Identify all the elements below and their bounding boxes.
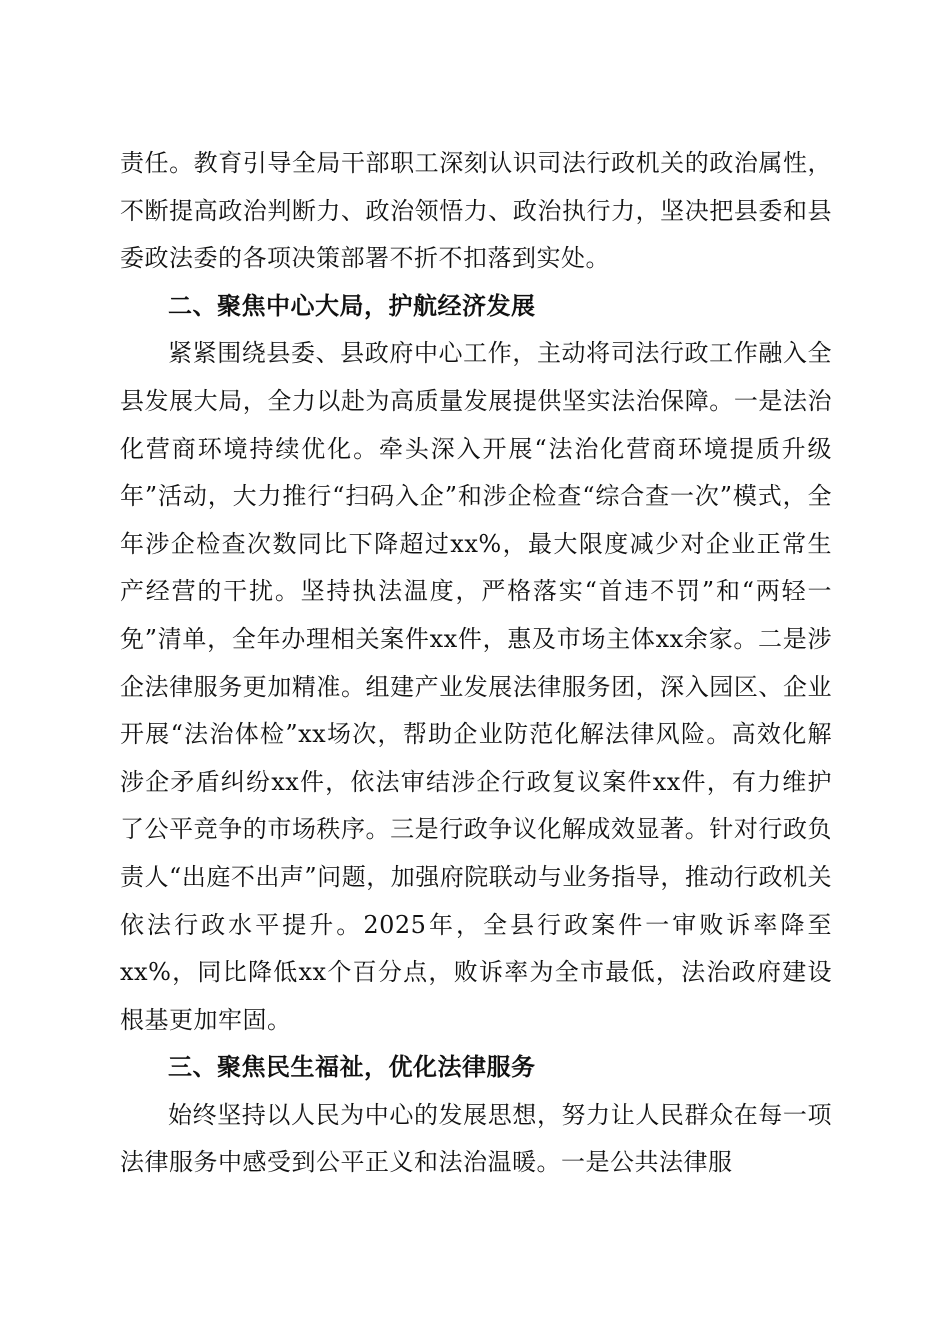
paragraph-section-2: 紧紧围绕县委、县政府中心工作，主动将司法行政工作融入全县发展大局，全力以赴为高质量发展提供坚实法治保障。一是法治化营商环境持续优化。牵头深入开展“法治化营商环境提质升级年”活动，大力推行“扫码入企”和涉企检查“综合查一次”模式，全年涉企检查次数同比下降超过xx%，最大限度减少对企业正常生产经营的干扰。坚持执法温度，严格落实“首违不罚”和“两轻一免”清单，全年办理相关案件xx件，惠及市场主体xx余家。二是涉企法律服务更加精准。组建产业发展法律服务团，深入园区、企业开展“法治体检”xx场次，帮助企业防范化解法律风险。高效化解涉企矛盾纠纷xx件，依法审结涉企行政复议案件xx件，有力维护了公平竞争的市场秩序。三是行政争议化解成效显著。针对行政负责人“出庭不出声”问题，加强府院联动与业务指导，推动行政机关依法行政水平提升。2025年，全县行政案件一审败诉率降至xx%，同比降低xx个百分点，败诉率为全市最低，法治政府建设根基更加牢固。 [120, 339, 832, 1034]
section-heading-2: 二、聚焦中心大局，护航经济发展 [168, 291, 536, 320]
document-body [120, 140, 832, 1187]
paragraph-continued: 责任。教育引导全局干部职工深刻认识司法行政机关的政治属性，不断提高政治判断力、政治领悟力、政治执行力，坚决把县委和县委政法委的各项决策部署不折不扣落到实处。 [120, 149, 832, 273]
paragraph-section-3: 始终坚持以人民为中心的发展思想，努力让人民群众在每一项法律服务中感受到公平正义和法治温暖。一是公共法律服 [120, 1100, 832, 1177]
section-heading-3: 三、聚焦民生福祉，优化法律服务 [168, 1053, 536, 1082]
